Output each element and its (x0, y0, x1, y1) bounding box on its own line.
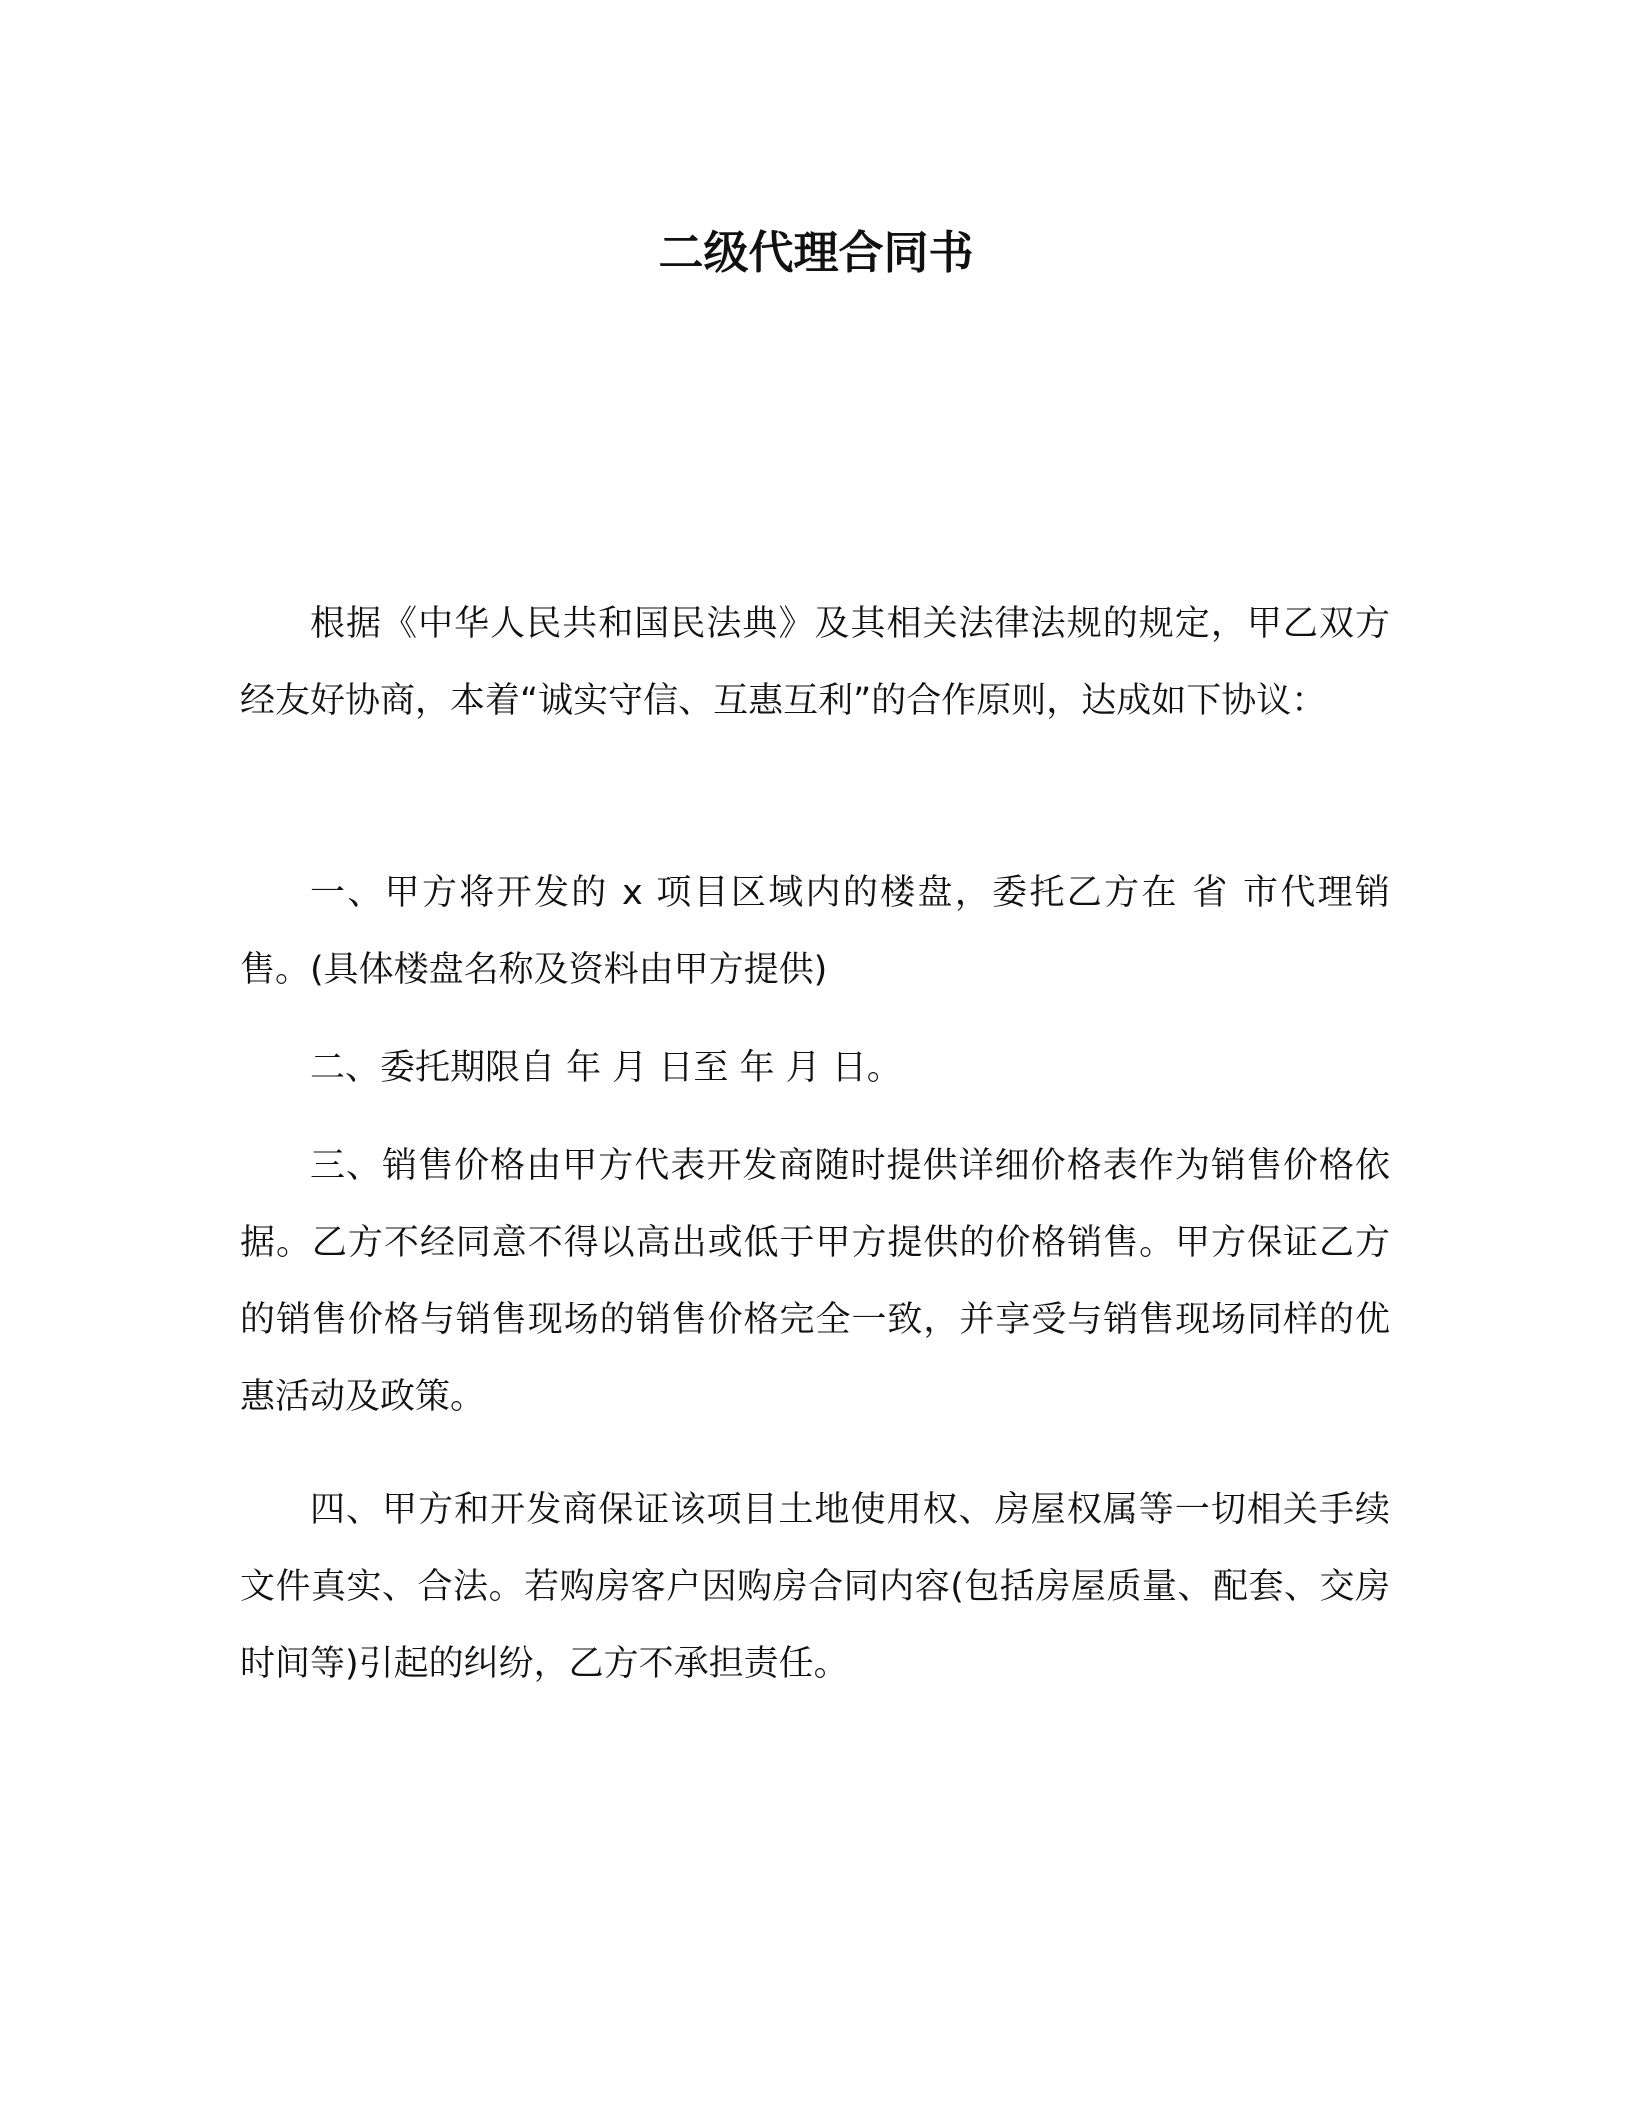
preamble-paragraph: 根据《中华人民共和国民法典》及其相关法律法规的规定，甲乙双方经友好协商，本着“诚实守信、互惠互利”的合作原则，达成如下协议： (240, 604, 1390, 721)
clause-4-paragraph: 四、甲方和开发商保证该项目土地使用权、房屋权属等一切相关手续文件真实、合法。若购房客户因购房合同内容(包括房屋质量、配套、交房时间等)引起的纠纷，乙方不承担责任。 (240, 1490, 1390, 1684)
clause-2-paragraph: 二、委托期限自 年 月 日至 年 月 日。 (310, 1048, 902, 1088)
document-title: 二级代理合同书 (658, 226, 974, 279)
clause-1-paragraph: 一、甲方将开发的 x 项目区域内的楼盘，委托乙方在 省 市代理销售。(具体楼盘名称及资料由甲方提供) (240, 873, 1390, 990)
clause-3-paragraph: 三、销售价格由甲方代表开发商随时提供详细价格表作为销售价格依据。乙方不经同意不得以高出或低于甲方提供的价格销售。甲方保证乙方的销售价格与销售现场的销售价格完全一致，并享受与销售现场同样的优惠活动及政策。 (240, 1146, 1390, 1417)
